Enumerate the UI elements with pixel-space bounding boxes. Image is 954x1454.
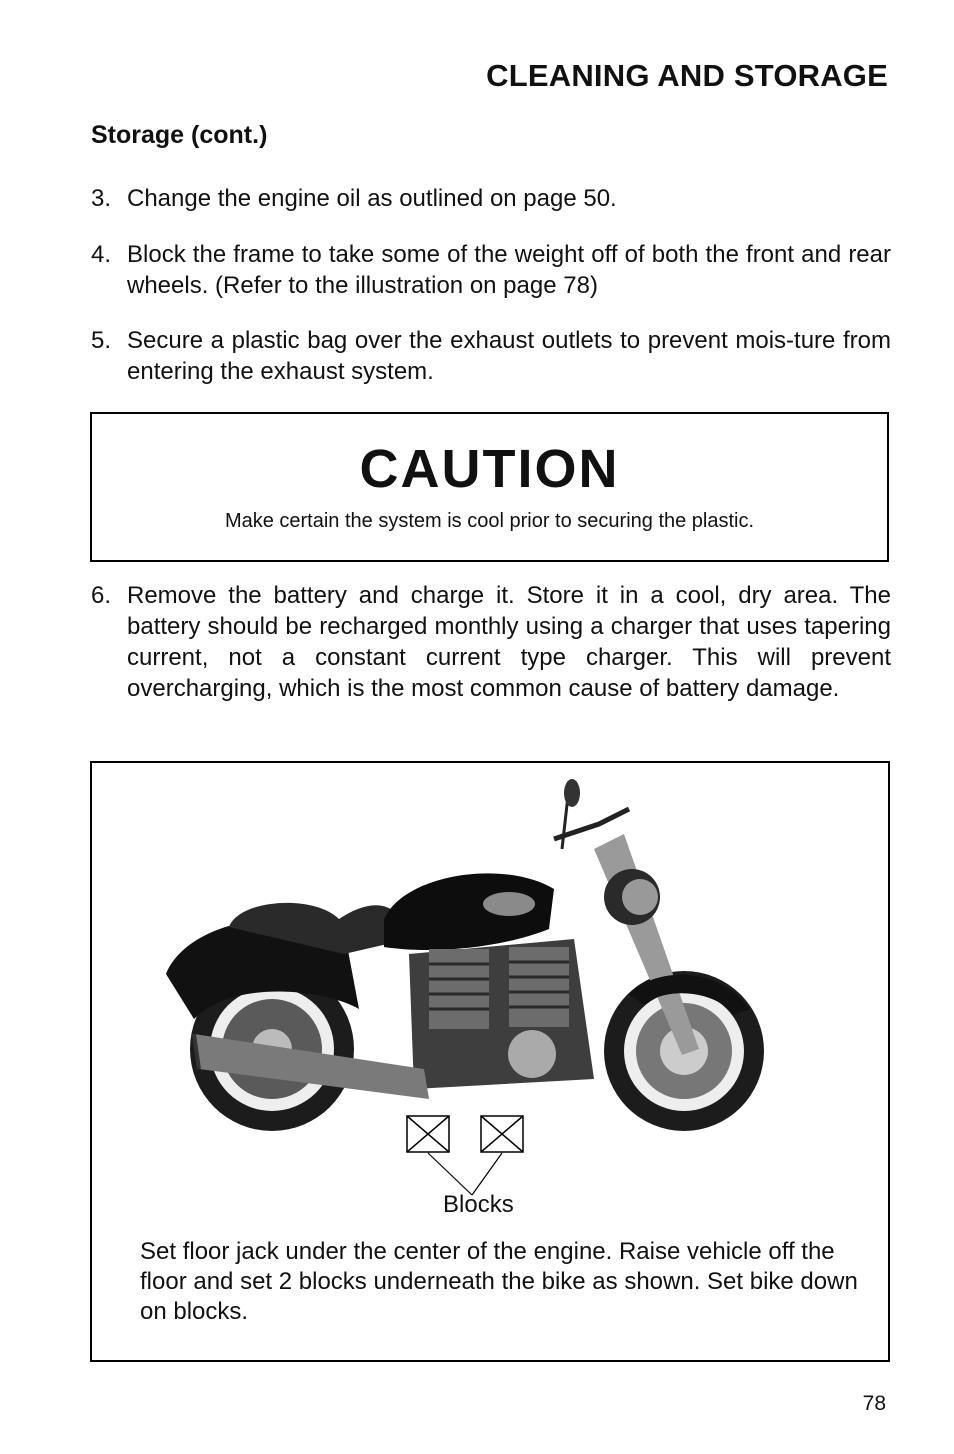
block-icon — [406, 1115, 450, 1153]
caution-text: Make certain the system is cool prior to securing the plastic. — [224, 510, 755, 532]
step-text: Block the frame to take some of the weight off of both the front and rear wheels. (Refer to the illustration on page 78) — [127, 241, 891, 299]
step-text: Remove the battery and charge it. Store it in a cool, dry area. The battery should be recharged monthly using a charger that uses tapering current, not a constant current type charger. This will prevent overcharging, which is the most common cause of battery damage. — [127, 582, 891, 702]
step-number: 6. — [91, 582, 112, 609]
motorcycle-illustration — [154, 779, 784, 1169]
caution-box — [90, 412, 889, 562]
caution-title: CAUTION — [359, 439, 620, 499]
step-number: 3. — [91, 185, 112, 212]
step-number: 4. — [91, 241, 112, 268]
step-number: 5. — [91, 327, 112, 354]
block-icon — [480, 1115, 524, 1153]
figure-box — [90, 761, 890, 1362]
step-6 — [91, 580, 891, 704]
blocks-label: Blocks — [443, 1191, 514, 1218]
page-number: 78 — [862, 1392, 886, 1415]
figure-caption: Set floor jack under the center of the engine. Raise vehicle off the floor and set 2 blocks underneath the bike as shown. Set bike down on blocks. — [140, 1238, 858, 1325]
step-text: Change the engine oil as outlined on page 50. — [127, 185, 617, 212]
step-text: Secure a plastic bag over the exhaust outlets to prevent mois-ture from entering the exhaust system. — [127, 327, 891, 385]
section-title: CLEANING AND STORAGE — [486, 58, 888, 93]
step-5 — [91, 325, 891, 387]
step-3 — [91, 183, 891, 214]
step-4 — [91, 239, 891, 301]
subheading: Storage (cont.) — [91, 121, 268, 149]
